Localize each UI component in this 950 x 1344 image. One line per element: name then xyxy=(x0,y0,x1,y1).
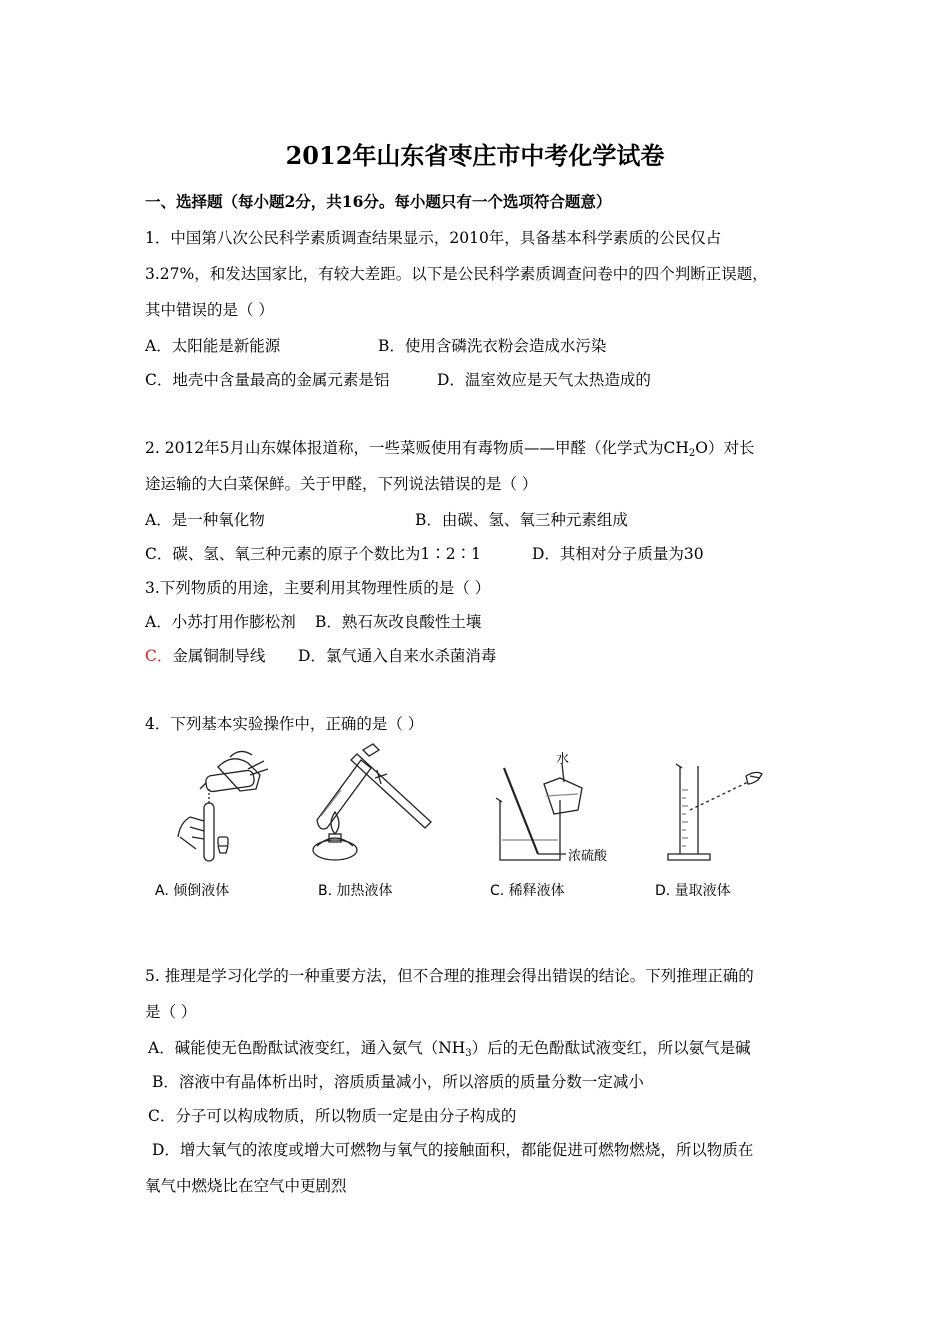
q4-stem: 4．下列基本实验操作中，正确的是（ ） xyxy=(145,715,424,733)
q5-stem-line2: 是（ ） xyxy=(145,1003,197,1021)
caption-d: D. 量取液体 xyxy=(655,883,731,899)
sulfuric-acid-label: 浓硫酸 xyxy=(568,849,608,864)
q1-option-b: B．使用含磷洗衣粉会造成水污染 xyxy=(378,337,607,355)
pouring-liquid-illustration xyxy=(160,745,280,870)
q1-stem-line2: 3.27%，和发达国家比，有较大差距。以下是公民科学素质调查问卷中的四个判断正误题， xyxy=(145,265,768,283)
q3-option-c-text: 金属铜制导线 xyxy=(172,647,266,665)
q5-option-a xyxy=(148,1036,751,1059)
q5-option-d-line1: D．增大氧气的浓度或增大可燃物与氧气的接触面积，都能促进可燃物燃烧，所以物质在 xyxy=(152,1141,754,1159)
q1-stem-line3: 其中错误的是（ ） xyxy=(145,301,274,319)
q5-option-a-text-end: ）后的无色酚酞试液变红，所以氨气是碱 xyxy=(471,1039,751,1057)
q5-option-a-text: A．碱能使无色酚酞试液变红，通入氨气（NH xyxy=(148,1039,466,1057)
caption-b: B. 加热液体 xyxy=(318,883,393,899)
page-title: 2012年山东省枣庄市中考化学试卷 xyxy=(285,141,665,170)
q2-stem-text-end: O）对长 xyxy=(695,439,755,457)
q5-option-d-line2: 氧气中燃烧比在空气中更剧烈 xyxy=(145,1177,347,1195)
q2-option-b: B．由碳、氢、氧三种元素组成 xyxy=(415,511,628,529)
q3-option-d: D．氯气通入自来水杀菌消毒 xyxy=(298,647,497,665)
q5-option-b: B．溶液中有晶体析出时，溶质质量减小，所以溶质的质量分数一定减小 xyxy=(152,1073,644,1091)
q1-stem-line1: 1．中国第八次公民科学素质调查结果显示，2010年，具备基本科学素质的公民仅占 xyxy=(145,229,722,247)
q2-option-c: C．碳、氢、氧三种元素的原子个数比为1∶2∶1 xyxy=(145,545,481,563)
heating-liquid-illustration xyxy=(305,740,440,870)
q2-option-a: A．是一种氧化物 xyxy=(145,511,265,529)
q3-option-a: A．小苏打用作膨松剂 xyxy=(145,613,296,631)
q2-stem-line2: 途运输的大白菜保鲜。关于甲醛，下列说法错误的是（ ） xyxy=(145,475,538,493)
q3-stem: 3.下列物质的用途，主要利用其物理性质的是（ ） xyxy=(145,579,491,597)
caption-c: C. 稀释液体 xyxy=(490,883,565,899)
q3-option-c-letter: C． xyxy=(145,647,173,665)
q1-option-a: A．太阳能是新能源 xyxy=(145,337,281,355)
q2-formula-subscript: 2 xyxy=(688,448,696,459)
q5-stem-line1: 5. 推理是学习化学的一种重要方法，但不合理的推理会得出错误的结论。下列推理正确的 xyxy=(145,967,754,985)
q1-option-d: D．温室效应是天气太热造成的 xyxy=(437,371,651,389)
q1-option-c: C．地壳中含量最高的金属元素是铝 xyxy=(145,371,390,389)
section-heading: 一、选择题（每小题2分，共16分。每小题只有一个选项符合题意） xyxy=(145,192,612,211)
caption-a: A. 倾倒液体 xyxy=(155,883,230,899)
q3-option-b: B．熟石灰改良酸性土壤 xyxy=(315,613,482,631)
q5-formula-subscript: 3 xyxy=(465,1048,472,1059)
measuring-liquid-illustration xyxy=(660,760,780,865)
q2-option-d: D．其相对分子质量为30 xyxy=(532,545,704,563)
q5-option-c: C．分子可以构成物质，所以物质一定是由分子构成的 xyxy=(148,1107,517,1125)
water-label: 水 xyxy=(556,752,570,767)
q3-option-c xyxy=(145,644,265,666)
q2-stem-text: 2. 2012年5月山东媒体报道称，一些菜贩使用有毒物质——甲醛（化学式为CH xyxy=(145,439,689,457)
q2-stem-line1 xyxy=(145,436,755,459)
